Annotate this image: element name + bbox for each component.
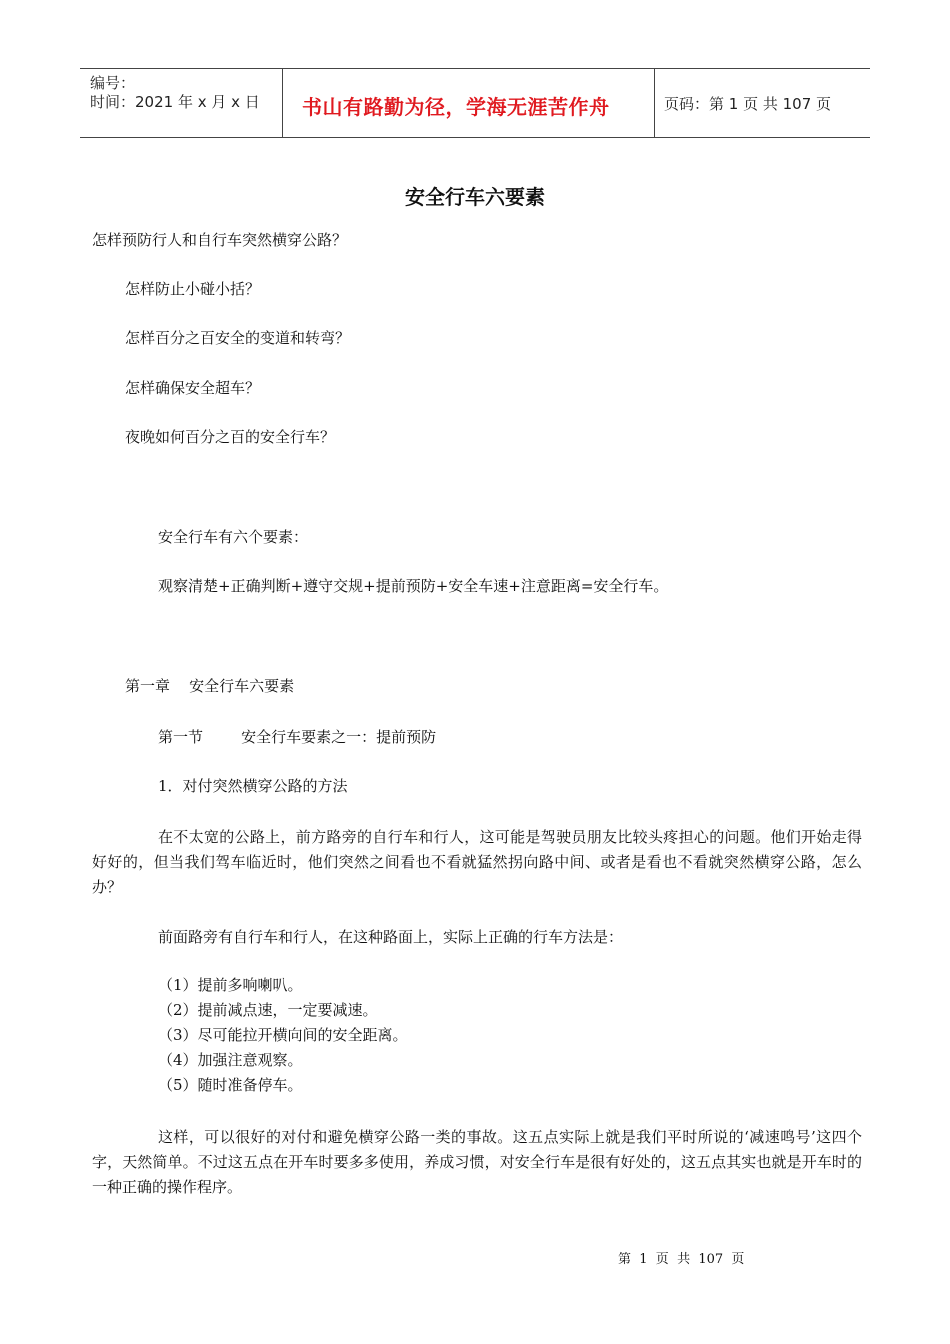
question-line: 夜晚如何百分之百的安全行车？ — [125, 428, 336, 446]
body-paragraph: 在不太宽的公路上，前方路旁的自行车和行人，这可能是驾驶员朋友比较头疼担心的问题。他们开始走得好好的，但当我们驾车临近时，他们突然之间看也不看就猛然拐向路中间、或者是看也不看就突然横穿公路，怎么办？ — [92, 828, 862, 896]
body-paragraph: 这样，可以很好的对付和避免横穿公路一类的事故。这五点实际上就是我们平时所说的‘减速鸣号’这四个字，天然简单。不过这五点在开车时要多多使用，养成习惯，对安全行车是很有好处的，这五点其实也就是开车时的一种正确的操作程序。 — [92, 1128, 862, 1196]
six-elements-intro: 安全行车有六个要素： — [158, 528, 309, 546]
page-header — [80, 68, 870, 138]
list-item: （1）提前多响喇叭。 — [158, 976, 303, 994]
header-page-info: 页码：第 1 页 共 107 页 — [664, 95, 832, 113]
page-footer: 第 1 页 共 107 页 — [618, 1252, 745, 1267]
item-heading: 1．对付突然横穿公路的方法 — [158, 777, 348, 795]
header-divider — [282, 69, 283, 137]
doc-code-label: 编号： — [90, 74, 136, 92]
six-elements-formula: 观察清楚+正确判断+遵守交规+提前预防+安全车速+注意距离=安全行车。 — [158, 577, 669, 595]
header-divider — [654, 69, 655, 137]
question-line: 怎样预防行人和自行车突然横穿公路？ — [92, 231, 348, 249]
list-item: （3）尽可能拉开横向间的安全距离。 — [158, 1026, 408, 1044]
section-heading: 第一节 安全行车要素之一：提前预防 — [158, 728, 437, 746]
list-item: （2）提前减点速，一定要减速。 — [158, 1001, 378, 1019]
list-item: （5）随时准备停车。 — [158, 1076, 303, 1094]
body-paragraph: 前面路旁有自行车和行人，在这种路面上，实际上正确的行车方法是： — [158, 928, 624, 946]
document-title: 安全行车六要素 — [405, 185, 545, 209]
header-motto: 书山有路勤为径，学海无涯苦作舟 — [302, 95, 610, 119]
list-item: （4）加强注意观察。 — [158, 1051, 303, 1069]
question-line: 怎样确保安全超车？ — [125, 379, 261, 397]
question-line: 怎样百分之百安全的变道和转弯？ — [125, 329, 351, 347]
question-line: 怎样防止小碰小括？ — [125, 280, 261, 298]
doc-time-label: 时间：2021 年 x 月 x 日 — [90, 93, 260, 111]
chapter-heading: 第一章 安全行车六要素 — [125, 677, 295, 695]
